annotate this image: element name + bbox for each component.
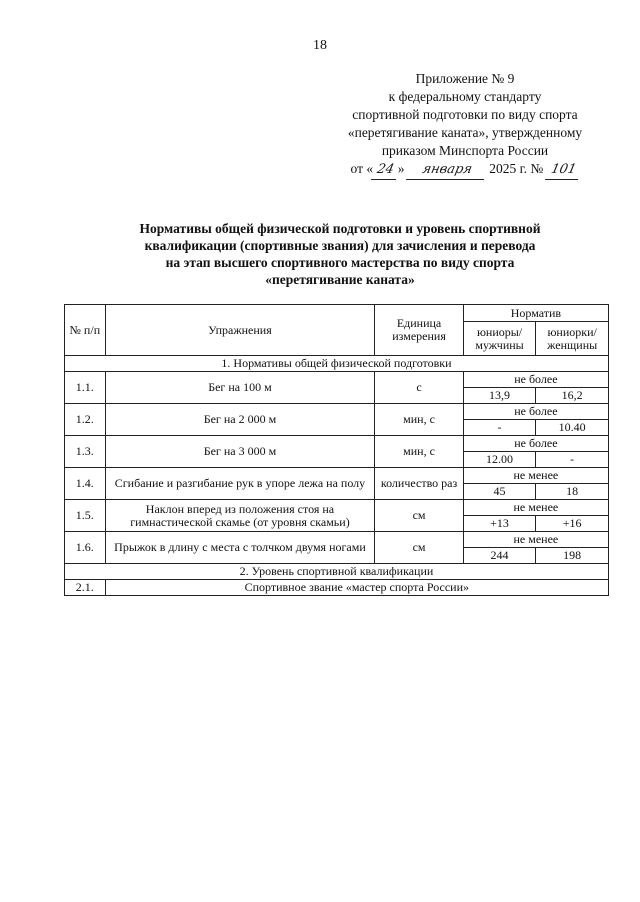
title-line-1: Нормативы общей физической подготовки и уровень спортивной <box>139 221 541 236</box>
appendix-line-3: спортивной подготовки по виду спорта <box>352 107 578 122</box>
row-condition: не менее <box>463 500 608 516</box>
row-unit: см <box>375 500 463 532</box>
row-qualification: Спортивное звание «мастер спорта России» <box>105 580 608 596</box>
row-condition: не более <box>463 404 608 420</box>
row-value-women: 198 <box>536 548 609 564</box>
row-value-men: - <box>463 420 536 436</box>
row-condition: не более <box>463 372 608 388</box>
appendix-date-line <box>300 160 630 180</box>
row-value-women: 18 <box>536 484 609 500</box>
title-line-3: на этап высшего спортивного мастерства по виду спорта <box>165 255 515 270</box>
norms-table <box>64 304 609 596</box>
table-row <box>65 580 609 596</box>
row-exercise: Бег на 2 000 м <box>105 404 375 436</box>
header-num: № п/п <box>65 305 106 356</box>
table-row <box>65 532 609 548</box>
title-line-4: «перетягивание каната» <box>265 272 415 287</box>
row-value-men: 244 <box>463 548 536 564</box>
row-num: 1.3. <box>65 436 106 468</box>
date-year: 2025 г. № <box>489 161 544 176</box>
row-condition: не более <box>463 436 608 452</box>
row-value-women: - <box>536 452 609 468</box>
row-unit: мин, с <box>375 404 463 436</box>
handwritten-day: 24 <box>371 161 400 180</box>
row-num: 2.1. <box>65 580 106 596</box>
table-row <box>65 404 609 420</box>
row-value-men: 45 <box>463 484 536 500</box>
appendix-header <box>300 70 630 180</box>
row-exercise: Бег на 3 000 м <box>105 436 375 468</box>
row-num: 1.1. <box>65 372 106 404</box>
date-prefix: от « <box>350 161 374 176</box>
header-unit: Единица измерения <box>375 305 463 356</box>
row-unit: количество раз <box>375 468 463 500</box>
row-num: 1.5. <box>65 500 106 532</box>
row-exercise: Бег на 100 м <box>105 372 375 404</box>
table-row <box>65 372 609 388</box>
row-exercise: Сгибание и разгибание рук в упоре лежа на полу <box>105 468 375 500</box>
header-men: юниоры/ мужчины <box>463 322 536 356</box>
row-unit: мин, с <box>375 436 463 468</box>
row-num: 1.2. <box>65 404 106 436</box>
page-number: 18 <box>313 38 327 53</box>
appendix-line-1: Приложение № 9 <box>415 71 515 86</box>
row-condition: не менее <box>463 468 608 484</box>
handwritten-order-number: 101 <box>545 161 582 180</box>
appendix-line-2: к федеральному стандарту <box>388 89 542 104</box>
section-2-heading: 2. Уровень спортивной квалификации <box>65 564 609 580</box>
row-num: 1.4. <box>65 468 106 500</box>
row-value-women: +16 <box>536 516 609 532</box>
handwritten-month: января <box>406 161 488 180</box>
row-unit: см <box>375 532 463 564</box>
row-condition: не менее <box>463 532 608 548</box>
row-value-men: +13 <box>463 516 536 532</box>
header-women: юниорки/ женщины <box>536 322 609 356</box>
title-line-2: квалификации (спортивные звания) для зачисления и перевода <box>144 238 536 253</box>
document-title <box>60 220 620 288</box>
row-num: 1.6. <box>65 532 106 564</box>
row-value-women: 16,2 <box>536 388 609 404</box>
row-exercise: Прыжок в длину с места с толчком двумя ногами <box>105 532 375 564</box>
appendix-line-5: приказом Минспорта России <box>381 143 549 158</box>
table-row <box>65 468 609 484</box>
row-value-men: 12.00 <box>463 452 536 468</box>
row-exercise: Наклон вперед из положения стоя на гимнастической скамье (от уровня скамьи) <box>105 500 375 532</box>
row-value-men: 13,9 <box>463 388 536 404</box>
table-row <box>65 500 609 516</box>
appendix-line-4: «перетягивание каната», утвержденному <box>347 125 583 140</box>
row-unit: с <box>375 372 463 404</box>
date-mid: » <box>397 161 405 176</box>
header-norm: Норматив <box>463 305 608 322</box>
header-exercise: Упражнения <box>105 305 375 356</box>
section-1-heading: 1. Нормативы общей физической подготовки <box>65 356 609 372</box>
table-row <box>65 436 609 452</box>
row-value-women: 10.40 <box>536 420 609 436</box>
